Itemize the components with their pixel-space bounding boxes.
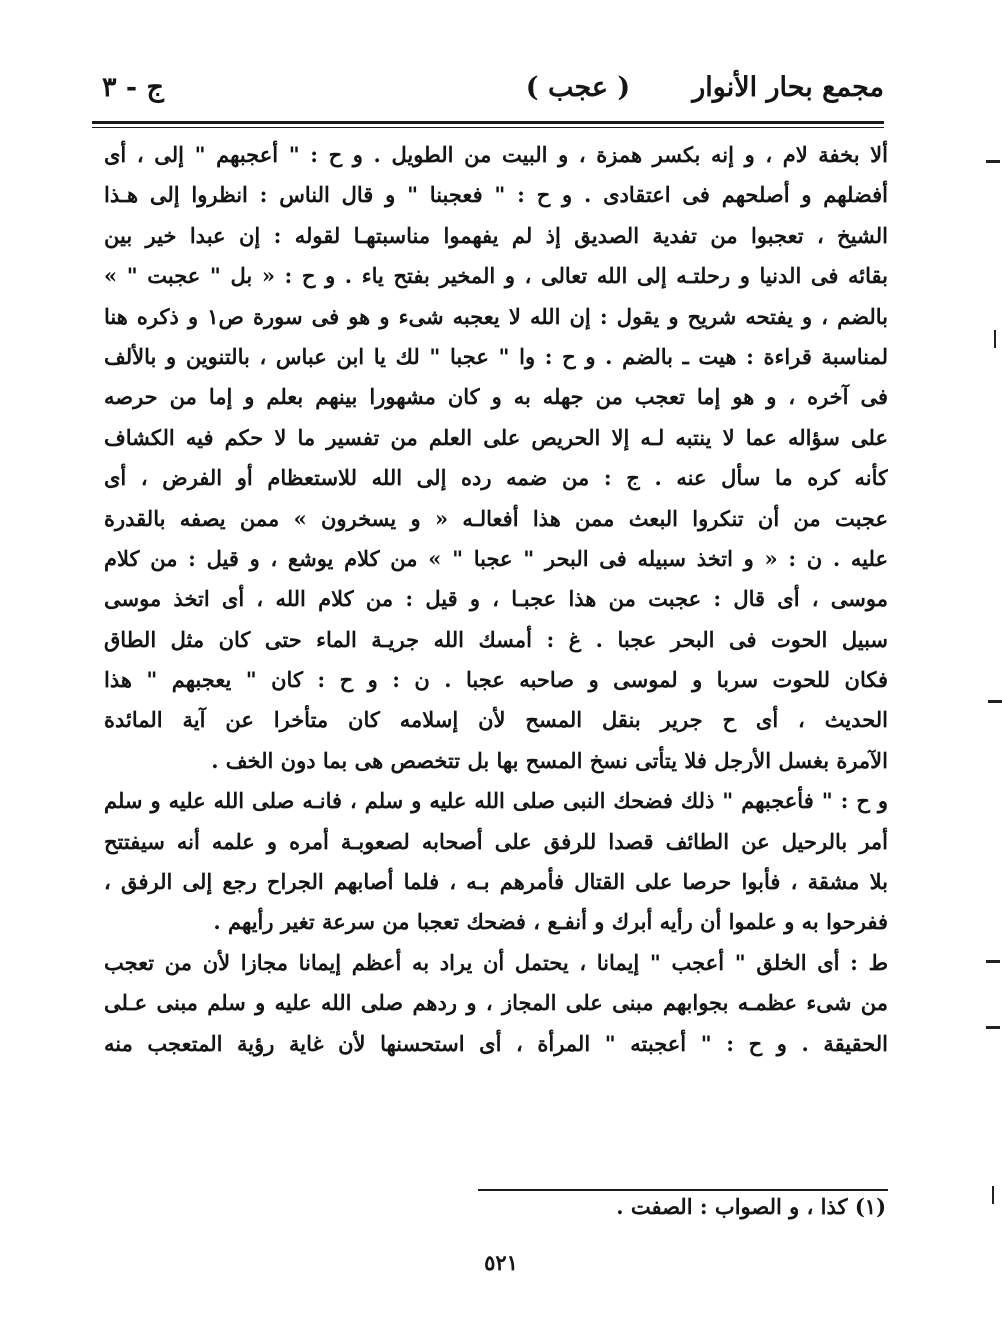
scan-mark [986, 1026, 1000, 1029]
entry-heading: ( عجب ) [525, 72, 631, 103]
body-line: بلا مشقة ، فأبوا حرصا على القتال فأمرهم بـه ، فلما أصابهم الجراح رجع إلى الرفق ، [104, 869, 888, 895]
body-line: بقائه فى الدنيا و رحلتـه إلى الله تعالى ، و المخير بفتح ياء . و ح : « بل " عجبت " » [104, 263, 888, 289]
scan-mark [992, 1186, 994, 1204]
body-line: بالضم ، و يفتحه شريح و يقول : إن الله لا يعجبه شىء و هو فى سورة ص١ و ذكره هنا [104, 303, 888, 329]
body-line: أفضلهم و أصلحهم فى اعتقادى . و ح : " فعجبنا " و قال الناس : انظروا إلى هـذا [104, 182, 888, 208]
page-number: ٥٢١ [484, 1250, 518, 1275]
footnote: (١) كذا ، و الصواب : الصفت . [616, 1194, 886, 1219]
body-line: لمناسبة قراءة : هيت ـ بالضم . و ح : وا " عجبا " لك يا ابن عباس ، بالتنوين و بالألف [104, 343, 888, 369]
scan-mark [986, 160, 1000, 163]
footnote-rule [478, 1189, 888, 1191]
body-line: عليه . ن : « و اتخذ سبيله فى البحر " عجبا " » من كلام يوشع ، و قيل : من كلام [104, 545, 888, 571]
header-rule-thick [92, 121, 884, 124]
body-line: عجبت من أن تنكروا البعث ممن هذا أفعالـه « و يسخرون » ممن يصفه بالقدرة [104, 505, 888, 531]
body-line: من شىء عظمـه بجوابهم مبنى على المجاز ، و ردهم صلى الله عليه و سلم مبنى عـلى [104, 990, 888, 1016]
header-rule-thin [92, 127, 884, 128]
body-line: ط : أى الخلق " أعجب " إيمانا ، يحتمل أن يراد به أعظم إيمانا مجازا لأن من تعجب [104, 949, 888, 975]
body-line: الحديث ، أى ح جرير بنقل المسح لأن إسلامه كان متأخرا عن آية المائدة [104, 707, 888, 733]
body-line: سبيل الحوت فى البحر عجبا . غ : أمسك الله جريـة الماء حتى كان مثل الطاق [104, 626, 888, 652]
body-line: الحقيقة . و ح : " أعجبته " المرأة ، أى استحسنها لأن غاية رؤية المتعجب منه [104, 1030, 888, 1056]
scan-mark [988, 700, 1002, 703]
scan-mark [994, 330, 996, 348]
body-line: فى آخره ، و هو إما تعجب من جهله به و كان مشهورا بينهم بعلم و إما من حرصه [104, 384, 888, 410]
body-line: فكان للحوت سربا و لموسى و صاحبه عجبا . ن : و ح : كان " يعجبهم " هذا [104, 667, 888, 693]
volume-number: ج - ٣ [102, 72, 164, 103]
body-line: موسى ، أى قال : عجبت من هذا عجبـا ، و قيل : من كلام الله ، أى اتخذ موسى [104, 586, 888, 612]
body-text [104, 135, 888, 1064]
body-line: كأنه كره ما سأل عنه . ج : من ضمه رده إلى الله للاستعظام أو الفرض ، أى [104, 465, 888, 491]
body-line: على سؤاله عما لا ينتبه لـه إلا الحريص على العلم من تفسير ما لا حكم فيه الكشاف [104, 424, 888, 450]
body-line: ففرحوا به و علموا أن رأيه أبرك و أنفـع ، فضحك تعجبا من سرعة تغير رأيهم . [213, 909, 888, 935]
running-header [88, 68, 884, 114]
body-line: الشيخ ، تعجبوا من تفدية الصديق إذ لم يفهموا مناسبتهـا لقوله : إن عبدا خير بين [104, 222, 888, 248]
scan-mark [986, 960, 1000, 963]
body-line: ألا بخفة لام ، و إنه بكسر همزة ، و البيت من الطويل . و ح : " أعجبهم " إلى ، أى [104, 142, 888, 167]
body-line: أمر بالرحيل عن الطائف قصدا للرفق على أصحابه لصعوبـة أمره و علمه أنه سيفتتح [104, 828, 888, 854]
book-title: مجمع بحار الأنوار [692, 72, 884, 103]
body-line: الآمرة بغسل الأرجل فلا يتأتى نسخ المسح بها بل تتخصص هى بما دون الخف . [211, 747, 888, 773]
body-line: و ح : " فأعجبهم " ذلك فضحك النبى صلى الله عليه و سلم ، فانـه صلى الله عليه و سلم [104, 788, 888, 814]
